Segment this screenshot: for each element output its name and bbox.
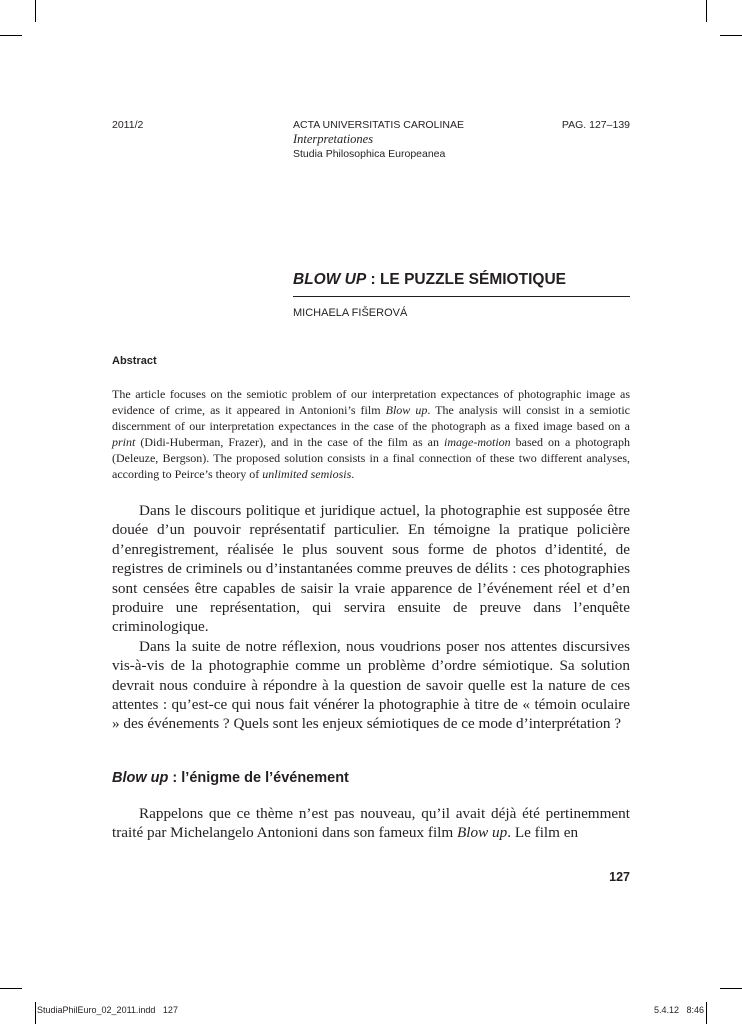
page-range: PAG. 127–139	[561, 119, 630, 131]
abstract-text-part: .	[351, 467, 355, 482]
crop-mark-top-left-horizontal	[0, 35, 22, 36]
body-intro	[112, 501, 630, 734]
author-name: MICHAELA FIŠEROVÁ	[293, 307, 408, 319]
article-title-rest: : LE PUZZLE SÉMIOTIQUE	[366, 271, 566, 288]
title-rule	[293, 296, 630, 297]
crop-mark-top-right-horizontal	[720, 35, 742, 36]
journal-name: ACTA UNIVERSITATIS CAROLINAE	[293, 119, 464, 131]
abstract-heading: Abstract	[112, 355, 157, 367]
crop-mark-top-right-vertical	[706, 0, 707, 22]
body-paragraph-3-part: . Le film en	[507, 824, 579, 842]
crop-mark-bottom-right-vertical	[706, 1002, 707, 1024]
abstract-text-part: The article focuses on the semiotic problem of our interpretation expectances of photographic image as evidence of crime, as it appeared in Antonioni’s film	[112, 387, 630, 418]
section-heading-rest: : l’énigme de l’événement	[168, 770, 349, 786]
abstract-text-part: . The analysis will consist in a semiotic discernment of our interpretation expectances in the case of the photograph as a fixed image based on a	[112, 403, 631, 434]
abstract-film-title: Blow up	[385, 403, 428, 418]
issue-label: 2011/2	[112, 119, 144, 131]
body-paragraph-3	[112, 804, 630, 843]
journal-series: Studia Philosophica Europeanea	[293, 148, 446, 160]
abstract-text	[112, 386, 630, 483]
slug-filename: StudiaPhilEuro_02_2011.indd 127	[37, 1005, 178, 1015]
abstract-term-unlimited-semiosis: unlimited semiosis	[262, 467, 352, 482]
slug-date: 5.4.12 8:46	[653, 1005, 704, 1015]
body-section	[112, 804, 630, 843]
article-title-italic: BLOW UP	[293, 271, 367, 288]
crop-mark-bottom-left-horizontal	[0, 988, 22, 989]
section-heading	[112, 770, 349, 786]
body-paragraph-3-part: Rappelons que ce thème n’est pas nouveau, qu’il avait déjà été pertinemment traité par Michelangelo Antonioni dans son fameux film	[112, 805, 630, 842]
journal-block	[293, 118, 464, 161]
crop-mark-bottom-right-horizontal	[720, 988, 742, 989]
section-heading-italic: Blow up	[112, 770, 169, 786]
page-number: 127	[609, 870, 630, 884]
abstract-term-print: print	[112, 435, 136, 450]
crop-mark-bottom-left-vertical	[35, 1002, 36, 1024]
body-paragraph-1: Dans le discours politique et juridique actuel, la photographie est supposée être douée d’un pouvoir représentatif particulier. En témoigne la pratique policière d’enregistrement, réalisée le plus souvent sous forme de photos d’identité, de registres de criminels ou d’instantanées comme preuves de délits : ces photographies sont censées être capables de saisir la vraie apparence de l’événement réel et d’en produire une représentation, qui servira ensuite de preuve dans l’enquête criminologique.	[112, 502, 630, 636]
crop-mark-top-left-vertical	[35, 0, 36, 22]
abstract-text-part: (Didi-Huberman, Frazer), and in the case of the film as an	[135, 435, 444, 450]
abstract-text-part: based on a photograph (Deleuze, Bergson). The proposed solution consists in a final connection of these two different analyses, according to Peirce’s theory of	[112, 435, 630, 482]
body-paragraph-2: Dans la suite de notre réflexion, nous voudrions poser nos attentes discursives vis-à-vis de la photographie comme un problème d’ordre sémiotique. Sa solution devrait nous conduire à répondre à la question de savoir quelle est la nature de ces attentes : qu’est-ce qui nous fait vénérer la photographie à titre de « témoin oculaire » des événements ? Quels sont les enjeux sémiotiques de ce mode d’interprétation ?	[112, 637, 630, 733]
journal-subtitle: Interpretationes	[293, 132, 374, 146]
body-film-title: Blow up	[457, 824, 508, 842]
article-title	[293, 270, 630, 290]
abstract-term-image-motion: image-motion	[444, 435, 511, 450]
